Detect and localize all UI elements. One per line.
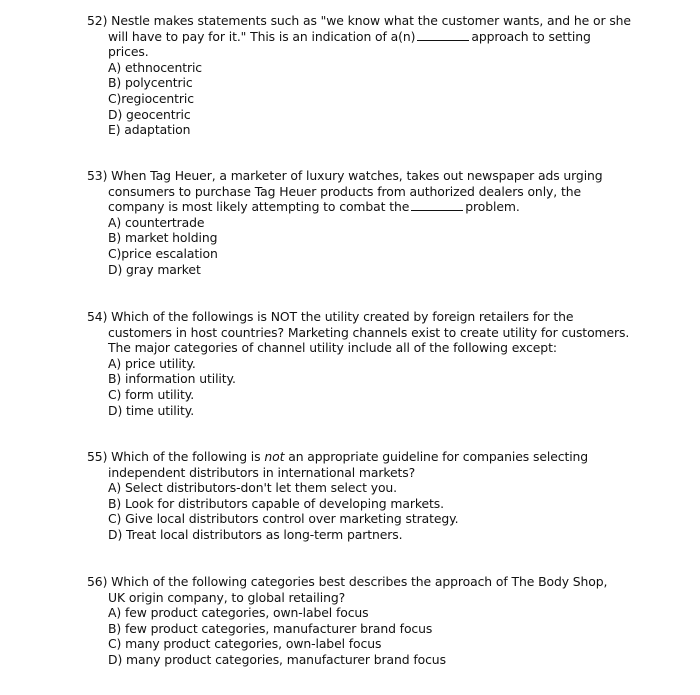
question-56-stem-line-1 xyxy=(87,574,647,590)
question-53-text-1: When Tag Heuer, a marketer of luxury watches, takes out newspaper ads urging xyxy=(111,168,603,183)
question-53-option-b[interactable]: B) market holding xyxy=(108,230,218,246)
question-54-number: 54) xyxy=(87,309,108,324)
question-53-text-2: consumers to purchase Tag Heuer products from authorized dealers only, the xyxy=(108,183,581,199)
question-54 xyxy=(87,309,647,418)
question-56-text-2: UK origin company, to global retailing? xyxy=(108,589,346,605)
question-52-text-2: will have to pay for it." This is an indication of a(n) xyxy=(108,28,416,44)
question-52 xyxy=(87,13,647,138)
question-56-number: 56) xyxy=(87,574,108,589)
question-52-option-e[interactable]: E) adaptation xyxy=(108,122,191,138)
question-52-blank xyxy=(417,30,469,41)
question-53-option-c[interactable]: C)price escalation xyxy=(108,245,218,261)
question-53-stem-line-3 xyxy=(87,199,647,215)
question-52-option-c[interactable]: C)regiocentric xyxy=(108,90,194,106)
question-54-stem-line-1 xyxy=(87,309,647,325)
question-52-text-4: prices. xyxy=(108,44,149,60)
question-54-stem-line-3 xyxy=(87,340,647,356)
question-53-text-4: problem. xyxy=(465,199,520,215)
question-54-text-2: customers in host countries? Marketing channels exist to create utility for customers. xyxy=(108,324,630,340)
question-55-option-a[interactable]: A) Select distributors-don't let them select you. xyxy=(108,480,398,496)
question-55-text-2: an appropriate guideline for companies selecting xyxy=(288,449,589,464)
question-53 xyxy=(87,168,647,277)
question-55-stem-line-2 xyxy=(87,465,647,481)
question-52-stem-line-1 xyxy=(87,13,647,29)
question-54-option-c[interactable]: C) form utility. xyxy=(108,386,195,402)
question-53-stem-line-2 xyxy=(87,184,647,200)
question-53-blank xyxy=(411,200,463,211)
question-53-number: 53) xyxy=(87,168,108,183)
question-55-emphasis: not xyxy=(264,449,285,464)
question-52-text-3: approach to setting xyxy=(471,28,591,44)
question-54-option-d[interactable]: D) time utility. xyxy=(108,402,195,418)
question-53-stem-line-1 xyxy=(87,168,647,184)
question-52-option-b[interactable]: B) polycentric xyxy=(108,75,193,91)
question-52-option-a[interactable]: A) ethnocentric xyxy=(108,59,203,75)
question-52-number: 52) xyxy=(87,13,108,28)
question-55-option-c[interactable]: C) Give local distributors control over marketing strategy. xyxy=(108,511,459,527)
question-55-number: 55) xyxy=(87,449,108,464)
question-52-stem-line-3 xyxy=(87,44,647,60)
question-55-text-1: Which of the following is xyxy=(111,449,261,464)
question-56-option-d[interactable]: D) many product categories, manufacturer brand focus xyxy=(108,651,446,667)
question-55 xyxy=(87,449,647,543)
question-52-stem-line-2 xyxy=(87,29,647,45)
question-56-option-c[interactable]: C) many product categories, own-label focus xyxy=(108,636,382,652)
question-52-text-1: Nestle makes statements such as "we know what the customer wants, and he or she xyxy=(111,13,631,28)
question-56-option-b[interactable]: B) few product categories, manufacturer brand focus xyxy=(108,620,433,636)
question-52-options xyxy=(87,60,647,138)
question-54-text-3: The major categories of channel utility include all of the following except: xyxy=(108,340,557,356)
question-54-stem-line-2 xyxy=(87,325,647,341)
question-56-text-1: Which of the following categories best describes the approach of The Body Shop, xyxy=(111,574,608,589)
question-54-option-a[interactable]: A) price utility. xyxy=(108,355,196,371)
question-55-text-3: independent distributors in international markets? xyxy=(108,464,416,480)
question-56 xyxy=(87,574,647,668)
question-54-text-1: Which of the followings is NOT the utility created by foreign retailers for the xyxy=(111,309,574,324)
question-54-option-b[interactable]: B) information utility. xyxy=(108,371,236,387)
question-55-option-b[interactable]: B) Look for distributors capable of developing markets. xyxy=(108,495,444,511)
question-56-options xyxy=(87,605,647,667)
question-54-options xyxy=(87,356,647,418)
question-55-options xyxy=(87,480,647,542)
question-53-options xyxy=(87,215,647,277)
question-56-stem-line-2 xyxy=(87,590,647,606)
question-52-option-d[interactable]: D) geocentric xyxy=(108,106,191,122)
question-56-option-a[interactable]: A) few product categories, own-label focus xyxy=(108,605,369,621)
question-53-option-d[interactable]: D) gray market xyxy=(108,261,201,277)
question-53-text-3: company is most likely attempting to combat the xyxy=(108,199,410,215)
question-55-option-d[interactable]: D) Treat local distributors as long-term partners. xyxy=(108,526,403,542)
question-55-stem-line-1 xyxy=(87,449,647,465)
question-53-option-a[interactable]: A) countertrade xyxy=(108,214,205,230)
